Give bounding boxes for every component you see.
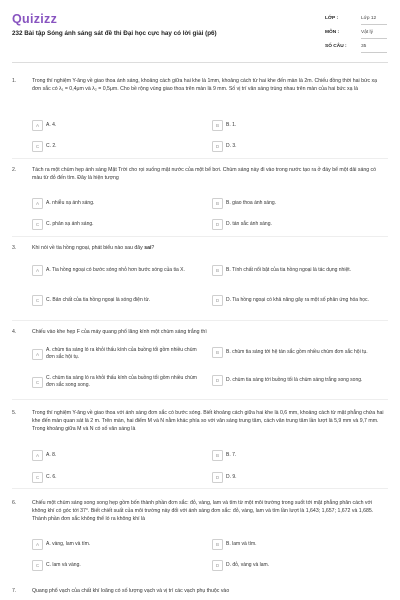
meta-box [325, 13, 387, 55]
option-letter: D [212, 141, 223, 152]
meta-row-class [325, 13, 387, 27]
option-b[interactable] [212, 265, 388, 276]
quizizz-logo: Quizizz [12, 12, 58, 26]
question-divider [12, 158, 388, 159]
meta-label: SỐ CÂU : [325, 44, 347, 49]
option-text: C. 6. [46, 474, 57, 480]
question-divider [12, 320, 388, 321]
option-letter: C [32, 472, 43, 483]
option-d[interactable] [212, 560, 388, 571]
option-letter: A [32, 349, 43, 360]
meta-label: MÔN : [325, 30, 340, 35]
option-letter: D [212, 472, 223, 483]
option-letter: B [212, 347, 223, 358]
option-letter: A [32, 198, 43, 209]
question-number: 1. [12, 78, 17, 84]
option-text: D. đỏ, vàng và lam. [226, 562, 270, 568]
option-d[interactable] [212, 295, 388, 306]
option-text: B. Tính chất nổi bật của tia hồng ngoại là tác dụng nhiệt. [226, 267, 351, 273]
option-c[interactable] [32, 375, 210, 389]
option-letter: C [32, 219, 43, 230]
option-d[interactable] [212, 375, 388, 386]
option-a[interactable] [32, 347, 210, 361]
option-text: B. 7. [226, 452, 237, 458]
option-a[interactable] [32, 265, 210, 276]
option-text: A. Tia hồng ngoại có bước sóng nhỏ hơn bước sóng của tia X. [46, 267, 185, 273]
option-c[interactable] [32, 219, 210, 230]
option-d[interactable] [212, 219, 388, 230]
meta-value: Lớp 12 [361, 13, 387, 25]
question-number: 4. [12, 329, 17, 335]
question-divider [12, 399, 388, 400]
question-text-part: ? [151, 245, 155, 251]
option-text: B. chùm tia sáng tới hệ tán sắc gồm nhiều chùm đơn sắc hội tụ. [226, 349, 368, 355]
option-letter: A [32, 450, 43, 461]
option-text: D. 9. [226, 474, 237, 480]
question-text-part: Khi nói về tia hồng ngoại, phát biểu nào sau đây [32, 245, 145, 251]
option-text: D. 3. [226, 143, 237, 149]
option-letter: C [32, 141, 43, 152]
option-letter: D [212, 295, 223, 306]
option-letter: B [212, 539, 223, 550]
question-divider [12, 236, 388, 237]
option-c[interactable] [32, 472, 210, 483]
option-letter: A [32, 120, 43, 131]
option-a[interactable] [32, 120, 210, 131]
option-a[interactable] [32, 450, 210, 461]
question-number: 7. [12, 588, 17, 594]
question-text [32, 245, 384, 253]
option-letter: D [212, 560, 223, 571]
option-a[interactable] [32, 539, 210, 550]
option-b[interactable] [212, 347, 388, 358]
meta-row-subject [325, 27, 387, 41]
option-text: B. giao thoa ánh sáng. [226, 200, 277, 206]
option-letter: B [212, 198, 223, 209]
option-text: B. 1. [226, 122, 237, 128]
question-text: Quang phổ vạch của chất khí loãng có số lượng vạch và vị trí các vạch phụ thuộc vào [32, 588, 230, 594]
option-letter: A [32, 265, 43, 276]
option-b[interactable] [212, 120, 388, 131]
option-text: C. 2. [46, 143, 57, 149]
option-text: A. 8. [46, 452, 57, 458]
question-text: Chiếu vào khe hẹp F của máy quang phổ lăng kính một chùm sáng trắng thì [32, 329, 207, 335]
meta-value: 35 [361, 41, 387, 53]
option-text: D. chùm tia sáng tới buồng tối là chùm sáng trắng song song. [226, 377, 363, 383]
option-d[interactable] [212, 141, 388, 152]
question-text: Trong thí nghiệm Y-âng về giao thoa với ánh sáng đơn sắc có bước sóng. Biết khoảng cách giữa hai khe là 0,6 mm, khoảng cách từ mặt phẳng chứa hai khe đến màn quan sát là 2 m. Trên màn, hai điểm M và N nằm khác phía so với vân sáng trung tâm, cách vân trung tâm lần lượt là 5,9 mm và 9,7 mm. Trong khoảng giữa M và N có số vân sáng là [32, 410, 384, 432]
option-c[interactable] [32, 141, 210, 152]
option-text: A. vàng, lam và tím. [46, 541, 91, 547]
header-divider [12, 62, 388, 63]
question-number: 5. [12, 410, 17, 416]
option-letter: B [212, 120, 223, 131]
meta-label: LỚP : [325, 16, 339, 21]
page-title: 232 Bài tập Sóng ánh sáng sát đề thi Đại học cực hay có lời giải (p6) [12, 30, 217, 37]
option-b[interactable] [212, 198, 388, 209]
option-text: A. nhiễu xạ ánh sáng. [46, 200, 95, 206]
option-letter: C [32, 377, 43, 388]
option-text: C. chùm tia sáng ló ra khỏi thấu kính của buồng tối gồm nhiều chùm đơn sắc song song. [46, 375, 197, 388]
question-text: Chiếu một chùm sáng song song hẹp gồm bốn thành phần đơn sắc: đỏ, vàng, lam và tím từ một môi trường trong suốt tới mặt phẳng phân cách với không khí có góc tới 37°. Biết chiết suất của môi trường này đối với ánh sáng đơn sắc: đỏ, vàng, lam và tím lần lượt là 1,643; 1,657; 1,672 và 1,685. Thành phần đơn sắc không thể ló ra không khí là [32, 500, 374, 522]
option-b[interactable] [212, 450, 388, 461]
option-text: B. lam và tím. [226, 541, 257, 547]
option-text: C. phản xạ ánh sáng. [46, 221, 94, 227]
option-b[interactable] [212, 539, 388, 550]
question-number: 3. [12, 245, 17, 251]
option-letter: B [212, 450, 223, 461]
option-letter: D [212, 375, 223, 386]
meta-row-count [325, 41, 387, 55]
meta-value: Vật lý [361, 27, 387, 39]
option-text: D. Tia hồng ngoại có khả năng gây ra một số phản ứng hóa học. [226, 297, 369, 303]
option-d[interactable] [212, 472, 388, 483]
option-letter: C [32, 560, 43, 571]
option-letter: A [32, 539, 43, 550]
question-emphasis: sai [144, 245, 152, 251]
question-text: Trong thí nghiệm Y-âng về giao thoa ánh sáng, khoảng cách giữa hai khe là 1mm, khoảng cách từ hai khe đến màn là 2m. Chiếu đồng thời hai bức xạ đơn sắc có λ₁ = 0,4μm và λ₂ = 0,5μm. Cho bề rộng vùng giao thoa trên màn là 9 mm. Số vị trí vân sáng trùng nhau trên màn của hai bức xạ là [32, 78, 377, 92]
question-number: 2. [12, 167, 17, 173]
option-c[interactable] [32, 560, 210, 571]
option-letter: B [212, 265, 223, 276]
option-letter: D [212, 219, 223, 230]
question-divider [12, 488, 388, 489]
option-text: A. 4. [46, 122, 57, 128]
question-number: 6. [12, 500, 17, 506]
option-text: A. chùm tia sáng ló ra khỏi thấu kính của buồng tối gồm nhiều chùm đơn sắc hội tụ. [46, 347, 197, 360]
option-text: C. lam và vàng. [46, 562, 81, 568]
option-text: D. tán sắc ánh sáng. [226, 221, 272, 227]
option-text: C. Bản chất của tia hồng ngoại là sóng điện từ. [46, 297, 151, 303]
option-letter: C [32, 295, 43, 306]
option-c[interactable] [32, 295, 210, 306]
option-a[interactable] [32, 198, 210, 209]
question-text: Tách ra một chùm hẹp ánh sáng Mặt Trời cho rọi xuống mặt nước của một bể bơi. Chùm sáng này đi vào trong nước tạo ra ở đáy bể một dải sáng có màu từ đỏ đến tím. Đây là hiện tượng [32, 167, 377, 181]
